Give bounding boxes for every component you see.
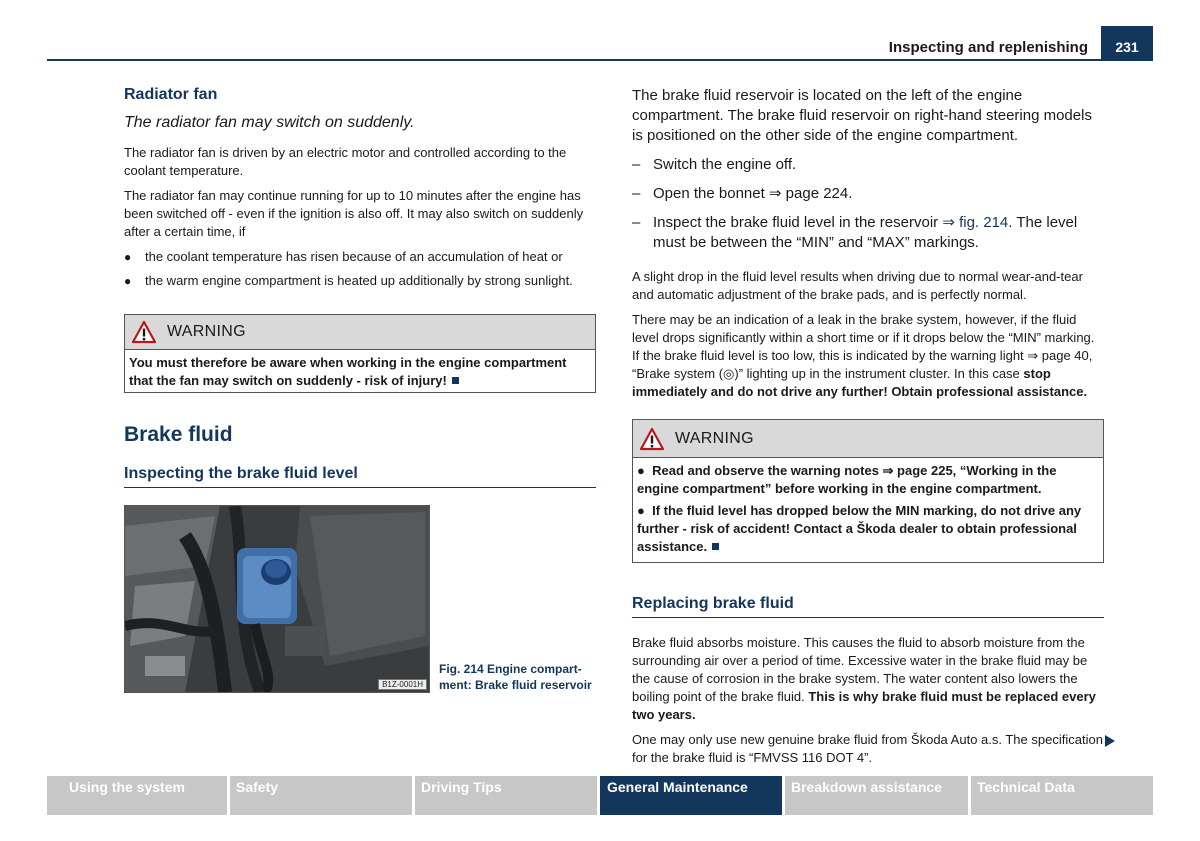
leak-text-bold: stop immediately and do not drive any further! Obtain professional assistance. [632, 366, 1088, 399]
radiator-fan-lead: The radiator fan may switch on suddenly. [124, 114, 415, 131]
warning-box-brake [632, 419, 1104, 563]
replace-paragraph-1 [632, 634, 1104, 724]
brake-reservoir-intro: The brake fluid reservoir is located on the left of the engine compartment. The brake fluid reservoir on right-hand steering models is positioned on the other side of the engine compartment. [632, 87, 1092, 144]
warning-title: WARNING [167, 323, 246, 340]
list-item [124, 248, 596, 266]
leak-paragraph [632, 311, 1104, 401]
page-number: 231 [1101, 26, 1153, 60]
list-item-text: the warm engine compartment is heated up additionally by strong sunlight. [145, 273, 573, 288]
bullet-icon: ● [124, 250, 132, 264]
end-square-icon [712, 543, 719, 550]
warning-header [633, 420, 1103, 458]
dash-marker: – [632, 214, 641, 231]
warning-triangle-icon [131, 320, 157, 344]
figure-code: B1Z-0001H [378, 679, 427, 690]
step-text-a: Inspect the brake fluid level in the reservoir [653, 214, 943, 231]
warning-box-fan [124, 314, 596, 393]
warning-list-item [637, 462, 1099, 498]
step-text [653, 213, 1104, 253]
bullet-icon: ● [637, 503, 645, 518]
step-text-b: . The level must be between the “MIN” and “MAX” markings. [653, 214, 1078, 251]
replacing-brake-fluid-heading: Replacing brake fluid [632, 595, 1104, 618]
end-square-icon [452, 377, 459, 384]
figure-caption [439, 661, 599, 693]
warning-text [125, 350, 595, 392]
brake-warning-symbol-icon: (◎) [718, 366, 739, 381]
tab-safety[interactable]: Safety [230, 776, 412, 815]
replace-paragraph-2: One may only use new genuine brake fluid from Škoda Auto a.s. The specification for the brake fluid is “FMVSS 116 DOT 4”. [632, 732, 1103, 765]
tab-using-the-system[interactable]: Using the system [47, 776, 227, 815]
bullet-icon: ● [637, 463, 645, 478]
tab-technical-data[interactable]: Technical Data [971, 776, 1153, 815]
continue-arrow-icon[interactable] [1105, 735, 1115, 747]
inspecting-brake-fluid-heading: Inspecting the brake fluid level [124, 465, 596, 488]
radiator-fan-paragraph-2: The radiator fan may continue running for up to 10 minutes after the engine has been switched off - even if the ignition is also off. It may also switch on suddenly after a certain time, if [124, 188, 584, 239]
warning-text-content: You must therefore be aware when working in the engine compartment that the fan may switch on suddenly - risk of injury! [129, 355, 567, 388]
dash-marker: – [632, 185, 641, 202]
list-item [124, 272, 596, 290]
step-text: Open the bonnet ⇒ page 224. [653, 185, 853, 202]
tab-driving-tips[interactable]: Driving Tips [415, 776, 597, 815]
figure-link[interactable]: ⇒ fig. 214 [942, 214, 1009, 231]
radiator-fan-heading: Radiator fan [124, 86, 218, 103]
list-item-text: the coolant temperature has risen because of an accumulation of heat or [145, 249, 563, 264]
warning-title: WARNING [675, 429, 754, 447]
fluid-drop-paragraph: A slight drop in the fluid level results when driving due to normal wear-and-tear and automatic adjustment of the brake pads, and is perfectly normal. [632, 269, 1083, 302]
warning-list-item [637, 502, 1099, 556]
warning-header [125, 315, 595, 350]
warning-text [633, 458, 1103, 562]
figure-caption-line-1: Fig. 214 Engine compart- [439, 662, 582, 676]
list-item [632, 155, 1104, 175]
leak-text-b: ” lighting up in the instrument cluster. In this case [738, 366, 1024, 381]
list-item [632, 213, 1104, 253]
leak-text-a: There may be an indication of a leak in the brake system, however, if the fluid level drops significantly within a short time or if it drops below the “MIN” marking. If the brake fluid level is too low, this is indicated by the warning light ⇒ page 40, “Brake system [632, 312, 1095, 381]
radiator-fan-paragraph-1: The radiator fan is driven by an electric motor and controlled according to the coolant temperature. [124, 145, 567, 178]
left-column [124, 86, 596, 488]
warning-item-text: Read and observe the warning notes ⇒ page 225, “Working in the engine compartment” before working in the engine compartment. [637, 463, 1057, 496]
dash-marker: – [632, 156, 641, 173]
bullet-icon: ● [124, 274, 132, 288]
engine-compartment-figure [124, 505, 430, 693]
header-divider [47, 59, 1153, 61]
tab-general-maintenance[interactable]: General Maintenance [600, 776, 782, 815]
section-title: Inspecting and replenishing [888, 39, 1088, 56]
engine-photo-illustration [125, 506, 429, 692]
figure-caption-line-2: ment: Brake fluid reservoir [439, 678, 592, 692]
step-text: Switch the engine off. [653, 156, 797, 173]
chapter-nav [47, 776, 1153, 815]
warning-triangle-icon [639, 427, 665, 451]
right-column [632, 86, 1104, 774]
list-item [632, 184, 1104, 204]
tab-breakdown-assistance[interactable]: Breakdown assistance [785, 776, 968, 815]
brake-fluid-heading: Brake fluid [124, 423, 233, 446]
warning-item-text: If the fluid level has dropped below the MIN marking, do not drive any further - risk of accident! Contact a Škoda dealer to obtain professional assistance. [637, 503, 1082, 554]
replace-text-bold: This is why brake fluid must be replaced every two years. [632, 689, 1096, 722]
replace-text: Brake fluid absorbs moisture. This causes the fluid to absorb moisture from the surrounding air over a period of time. Excessive water in the brake fluid may be the cause of corrosion in the brake system. The water content also lowers the boiling point of the brake fluid. [632, 635, 1088, 704]
